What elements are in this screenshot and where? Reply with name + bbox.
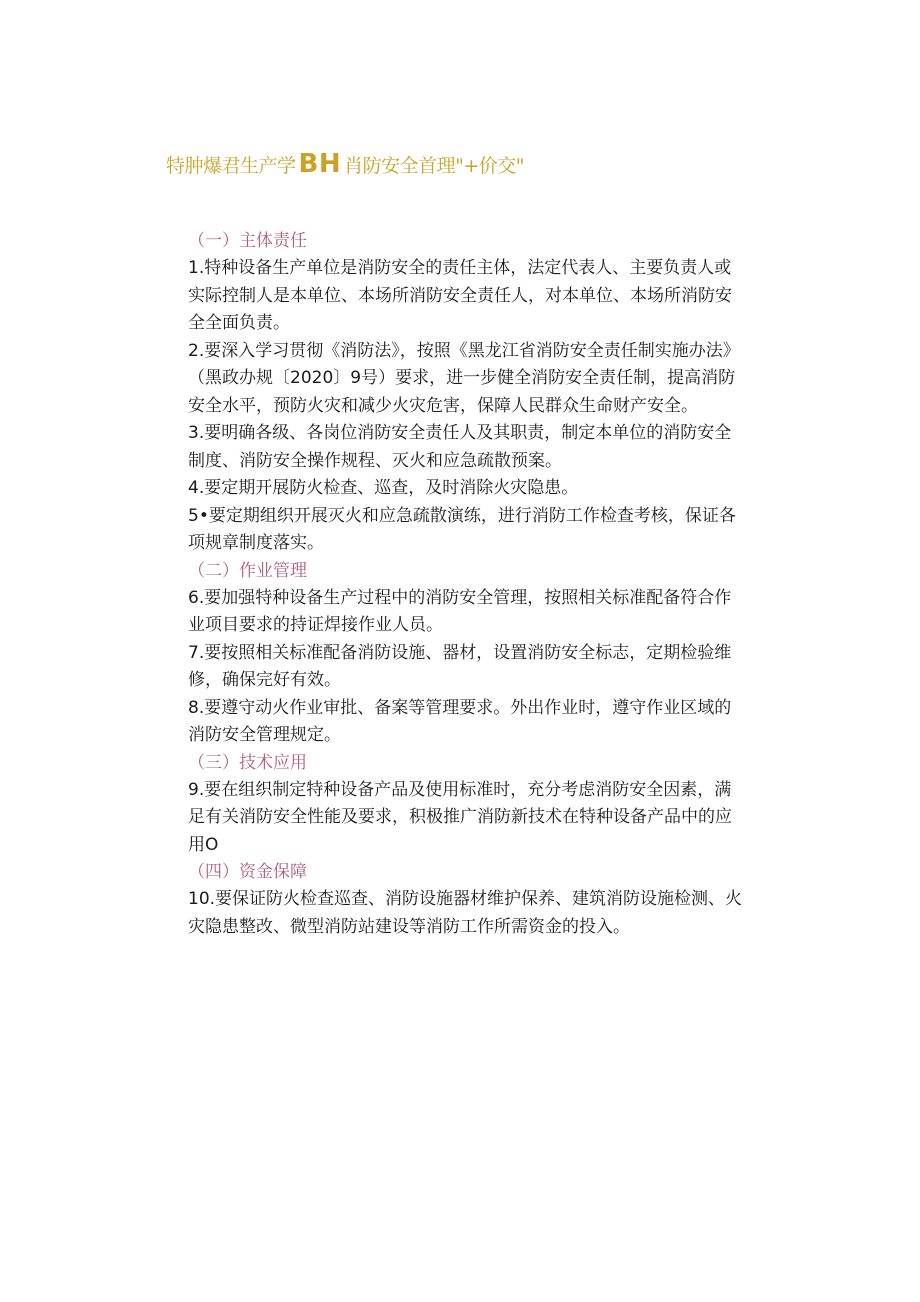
document-title (166, 148, 524, 182)
section-technology-application (188, 750, 744, 860)
section-heading: （一）主体责任 (188, 231, 307, 251)
title-part-3: 肖防安全首理"+价交" (344, 155, 524, 177)
list-item: 6.要加强特种设备生产过程中的消防安全管理，按照相关标准配备符合作业项目要求的持证焊接作业人员。 (188, 587, 732, 635)
list-item: 7.要按照相关标准配备消防设施、器材，设置消防安全标志，定期检验维修，确保完好有效。 (188, 642, 732, 690)
list-item: 1.特种设备生产单位是消防安全的责任主体，法定代表人、主要负责人或实际控制人是本单位、本场所消防安全责任人，对本单位、本场所消防安全全面负责。 (188, 258, 732, 333)
section-heading: （四）资金保障 (188, 862, 307, 882)
section-main-responsibility (188, 228, 744, 558)
section-heading: （二）作业管理 (188, 560, 307, 581)
title-part-2: BH (298, 149, 342, 179)
title-part-1: 特肿爆君生产学 (166, 155, 296, 177)
section-operation-management (188, 558, 744, 750)
list-item: 3.要明确各级、各岗位消防安全责任人及其职责，制定本单位的消防安全制度、消防安全操作规程、灭火和应急疏散预案。 (188, 423, 732, 471)
list-item: 4.要定期开展防火检查、巡查，及时消除火灾隐患。 (188, 478, 579, 498)
document-body (188, 228, 744, 941)
list-item: 9.要在组织制定特种设备产品及使用标准时，充分考虑消防安全因素，满足有关消防安全性能及要求，积极推广消防新技术在特种设备产品中的应用O (188, 779, 732, 855)
section-funding-guarantee (188, 859, 744, 941)
section-heading: （三）技术应用 (188, 752, 307, 773)
list-item: 2.要深入学习贯彻《消防法》，按照《黑龙江省消防安全责任制实施办法》（黑政办规〔2020〕9号）要求，进一步健全消防安全责任制，提高消防安全水平，预防火灾和减少火灾危害，保障人民群众生命财产安全。 (188, 340, 740, 416)
list-item: 8.要遵守动火作业审批、备案等管理要求。外出作业时，遵守作业区域的消防安全管理规定。 (188, 697, 732, 745)
list-item: 10.要保证防火检查巡查、消防设施器材维护保养、建筑消防设施检测、火灾隐患整改、微型消防站建设等消防工作所需资金的投入。 (188, 889, 743, 937)
list-item: 5•要定期组织开展灭火和应急疏散演练，进行消防工作检查考核，保证各项规章制度落实。 (188, 505, 736, 553)
